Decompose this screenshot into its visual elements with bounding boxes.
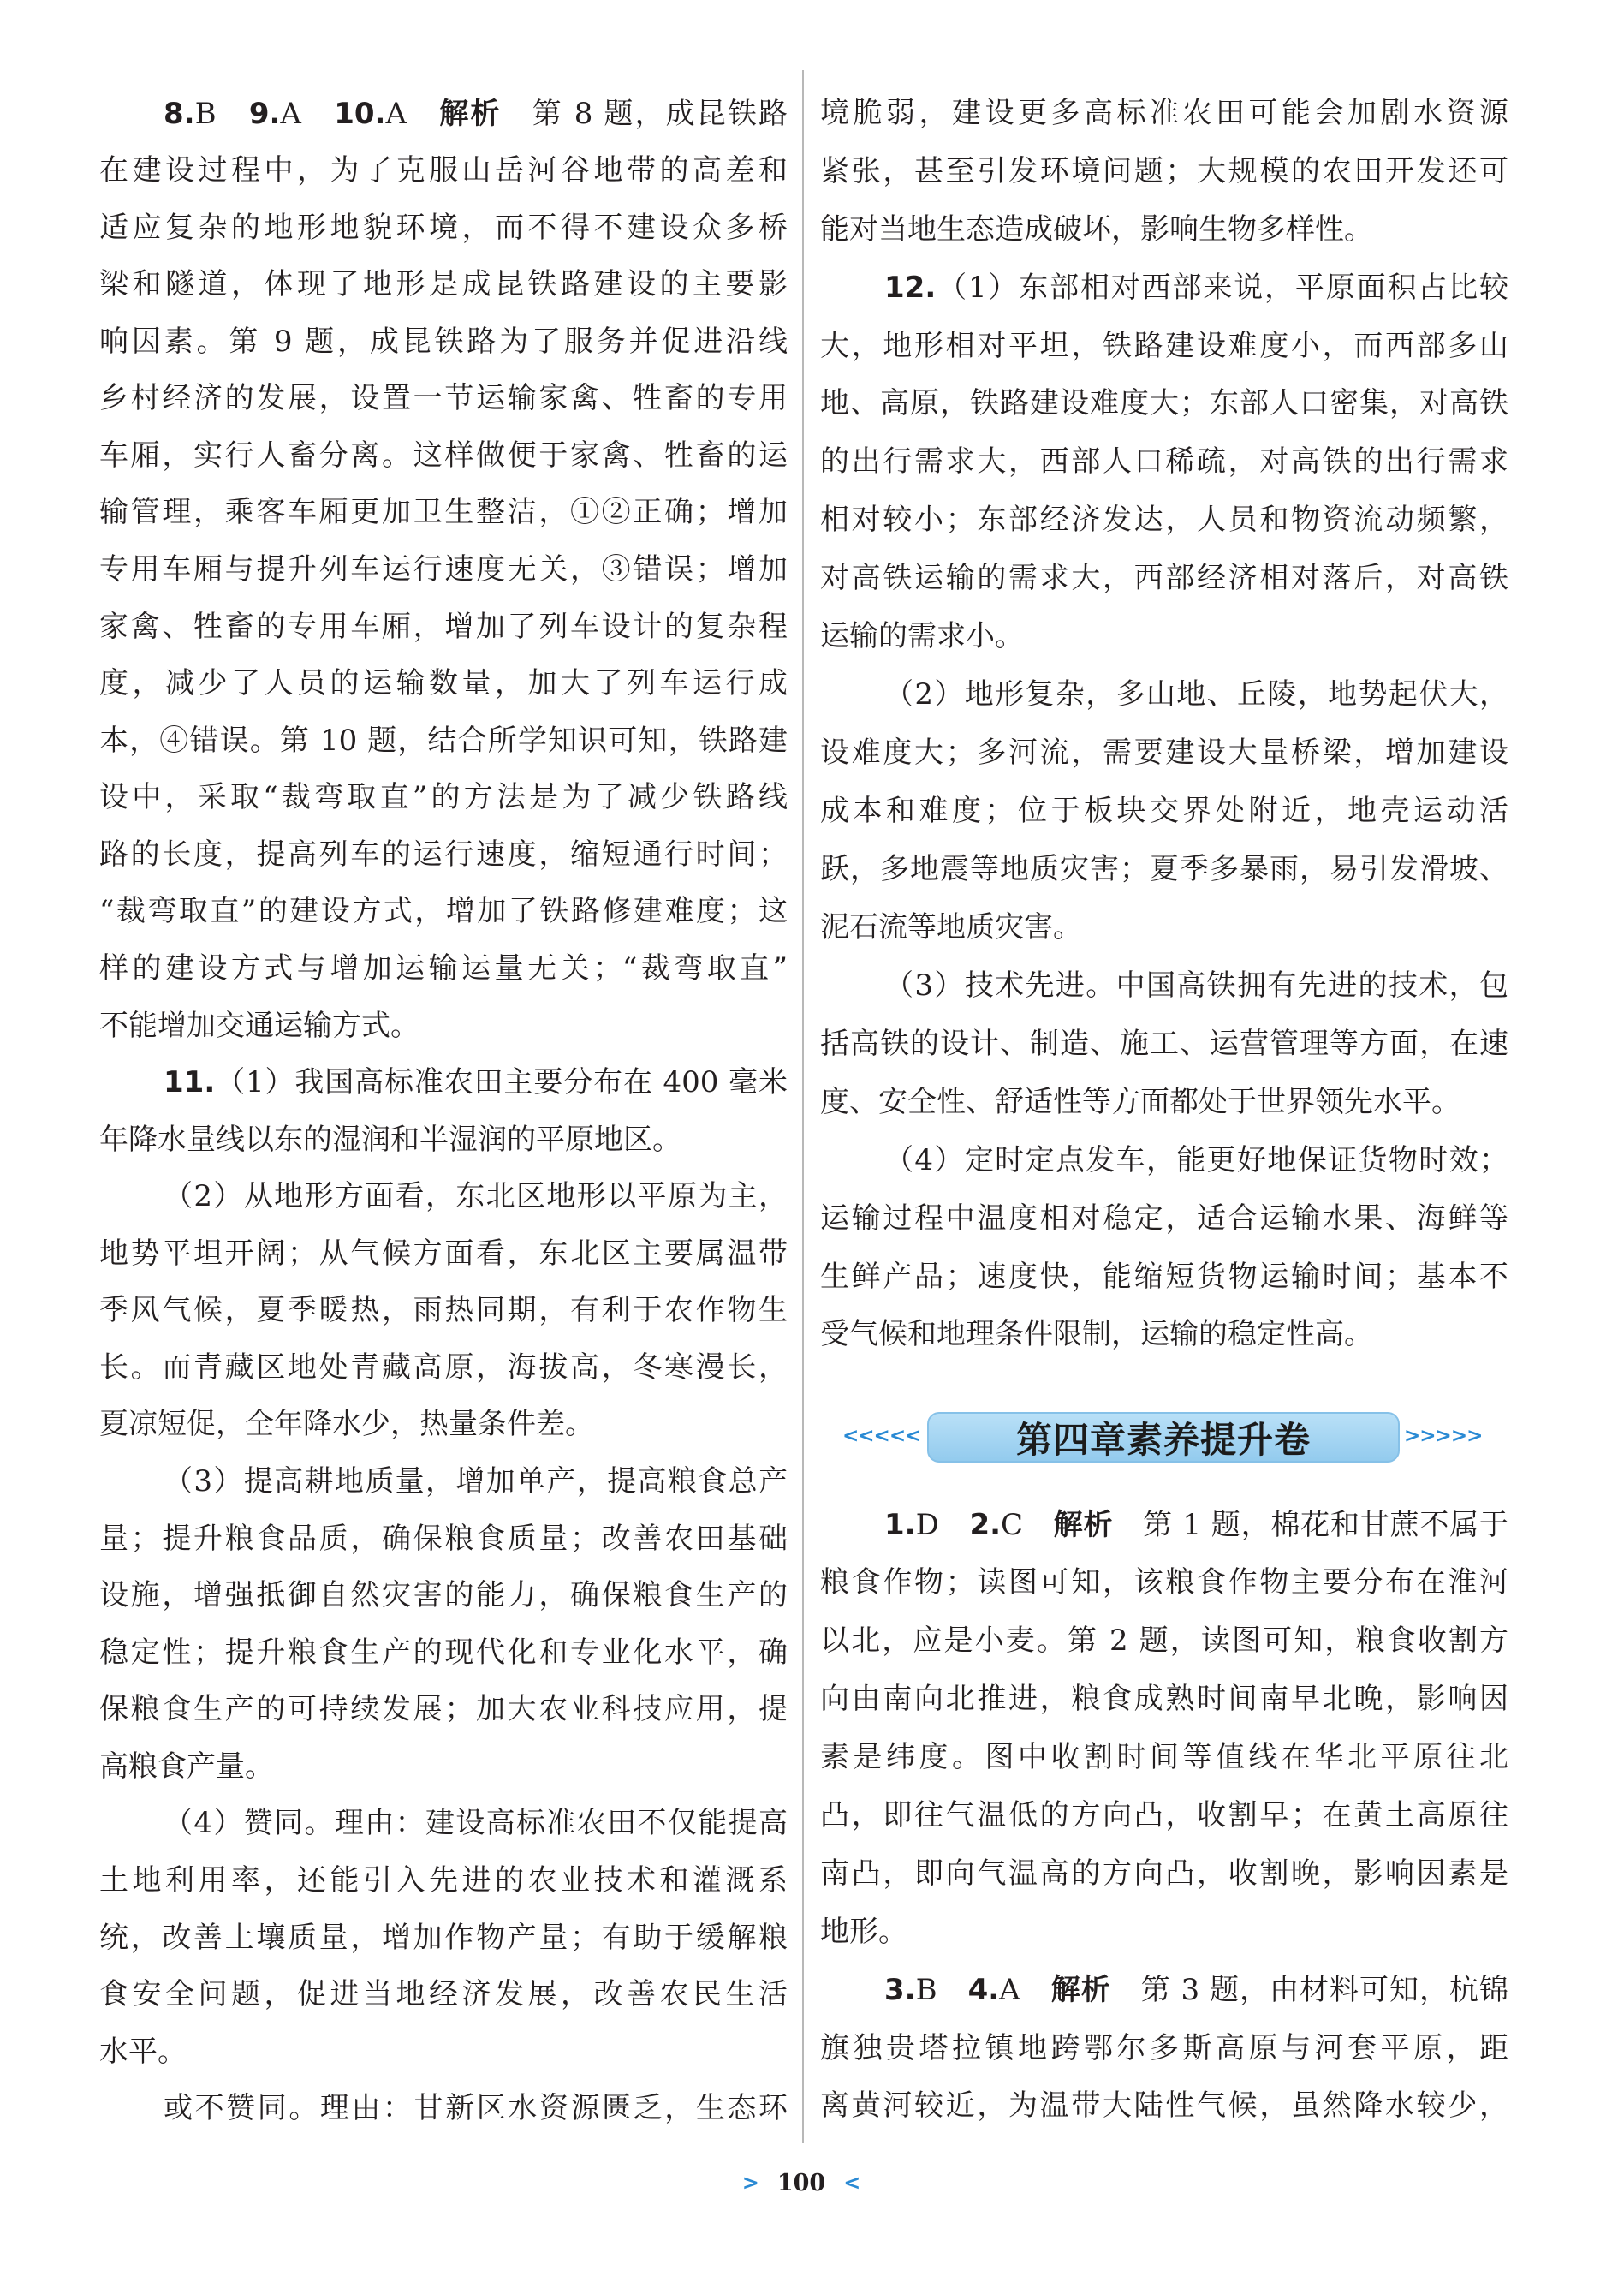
- answer-label: 9.: [248, 96, 281, 131]
- text-line: 凸，即往气温低的方向凸，收割早；在黄土高原往: [820, 1797, 1508, 1832]
- answer-label: 3.: [884, 1972, 916, 2007]
- text-line: 不能增加交通运输方式。: [99, 1008, 419, 1043]
- text-line: 向由南向北推进，粮食成熟时间南早北晚，影响因: [820, 1682, 1508, 1717]
- text-line: 泥石流等地质灾害。: [820, 909, 1082, 944]
- footer-left-arrow-icon: <: [843, 2171, 861, 2195]
- banner-left-arrows-icon: <<<<<: [842, 1425, 921, 1447]
- text-line: [820, 1497, 1508, 1555]
- text-segment: （1）东部相对西部来说，平原面积占比较: [936, 270, 1508, 305]
- text-line: 对高铁运输的需求大，西部经济相对落后，对高铁: [820, 561, 1508, 596]
- paragraph: [99, 2080, 788, 2137]
- answer-label: 解析: [439, 96, 502, 131]
- paragraph: [820, 666, 1508, 957]
- text-line: 跃，多地震等地质灾害；夏季多暴雨，易引发滑坡、: [820, 851, 1508, 886]
- text-line: 地、高原，铁路建设难度大；东部人口密集，对高铁: [820, 386, 1508, 421]
- text-line: （2）从地形方面看，东北区地形以平原为主，: [164, 1179, 788, 1214]
- text-line: （3）技术先进。中国高铁拥有先进的技术，包: [884, 968, 1508, 1003]
- text-line: 水平。: [99, 2034, 187, 2069]
- text-line: 路的长度，提高列车的运行速度，缩短通行时间；: [99, 837, 788, 872]
- text-line: （4）定时定点发车，能更好地保证货物时效；: [884, 1142, 1508, 1177]
- column-divider: [802, 70, 804, 2143]
- text-line: 的出行需求大，西部人口稀疏，对高铁的出行需求: [820, 444, 1508, 480]
- text-line: 度，减少了人员的运输数量，加大了列车运行成: [99, 666, 788, 701]
- text-line: （4）赞同。理由：建设高标准农田不仅能提高: [164, 1806, 788, 1841]
- paragraph: [820, 259, 1508, 667]
- answer-label: 11.: [164, 1065, 216, 1100]
- text-segment: A: [280, 96, 335, 131]
- text-line: 保粮食生产的可持续发展；加大农业科技应用，提: [99, 1692, 788, 1727]
- text-line: 或不赞同。理由：甘新区水资源匮乏，生态环: [164, 2091, 788, 2126]
- footer-right-arrow-icon: >: [741, 2171, 759, 2195]
- page-number: 100: [776, 2169, 826, 2196]
- text-segment: B: [915, 1972, 968, 2007]
- answer-label: 解析: [1050, 1972, 1111, 2007]
- text-segment: C: [1001, 1507, 1054, 1542]
- text-line: 运输过程中温度相对稳定，适合运输水果、海鲜等: [820, 1201, 1508, 1236]
- text-line: 输管理，乘客车厢更加卫生整洁，①②正确；增加: [99, 495, 788, 530]
- paragraph: [820, 1962, 1508, 2136]
- text-line: 旗独贵塔拉镇地跨鄂尔多斯高原与河套平原，距: [820, 2030, 1508, 2065]
- answer-label: 12.: [884, 270, 937, 305]
- text-line: 高粮食产量。: [99, 1749, 274, 1784]
- text-line: 生鲜产品；速度快，能缩短货物运输时间；基本不: [820, 1259, 1508, 1294]
- text-line: 量；提升粮食品质，确保粮食质量；改善农田基础: [99, 1521, 788, 1556]
- text-line: 相对较小；东部经济发达，人员和物资流动频繁，: [820, 503, 1508, 538]
- answer-label: 4.: [967, 1972, 1000, 2007]
- answer-label: 2.: [969, 1507, 1002, 1542]
- text-segment: 第 8 题，成昆铁路: [501, 96, 788, 131]
- left-column: [99, 86, 788, 2137]
- text-line: [99, 86, 788, 143]
- text-line: 食安全问题，促进当地经济发展，改善农民生活: [99, 1977, 788, 2012]
- paragraph: [820, 957, 1508, 1132]
- text-line: 稳定性；提升粮食生产的现代化和专业化水平，确: [99, 1635, 788, 1670]
- text-line: [820, 1962, 1508, 2020]
- text-line: 适应复杂的地形地貌环境，而不得不建设众多桥: [99, 210, 788, 245]
- text-segment: D: [915, 1507, 970, 1542]
- paragraph: [99, 86, 788, 1055]
- text-segment: 第 1 题，棉花和甘蔗不属于: [1113, 1507, 1508, 1542]
- answer-label: 8.: [164, 96, 195, 131]
- page-footer: [716, 2162, 887, 2203]
- text-line: 长。而青藏区地处青藏高原，海拔高，冬寒漫长，: [99, 1350, 788, 1385]
- paragraph: [99, 1795, 788, 2080]
- text-line: [99, 1054, 788, 1111]
- text-line: 设难度大；多河流，需要建设大量桥梁，增加建设: [820, 736, 1508, 771]
- answer-label: 解析: [1053, 1507, 1114, 1542]
- text-line: 在建设过程中，为了克服山岳河谷地带的高差和: [99, 153, 788, 188]
- text-segment: A: [385, 96, 440, 131]
- paragraph: [99, 1168, 788, 1453]
- section-banner: [927, 1412, 1400, 1463]
- text-line: 地势平坦开阔；从气候方面看，东北区主要属温带: [99, 1236, 788, 1271]
- text-line: 设施，增强抵御自然灾害的能力，确保粮食生产的: [99, 1578, 788, 1613]
- text-line: 响因素。第 9 题，成昆铁路为了服务并促进沿线: [99, 324, 788, 359]
- text-line: 运输的需求小。: [820, 619, 1024, 654]
- paragraph: [820, 85, 1508, 259]
- paragraph: [99, 1054, 788, 1168]
- text-line: 设中，采取“裁弯取直”的方法是为了减少铁路线: [99, 780, 788, 815]
- chapter-four-answers: [820, 1497, 1508, 2136]
- paragraph: [820, 1132, 1508, 1365]
- answer-label: 1.: [884, 1507, 916, 1542]
- text-line: 括高铁的设计、制造、施工、运营管理等方面，在速: [820, 1026, 1508, 1061]
- text-line: 离黄河较近，为温带大陆性气候，虽然降水较少，: [820, 2088, 1508, 2124]
- answer-label: 10.: [334, 96, 386, 131]
- text-line: 受气候和地理条件限制，运输的稳定性高。: [820, 1317, 1373, 1352]
- text-segment: B: [194, 96, 249, 131]
- text-line: 以北，应是小麦。第 2 题，读图可知，粮食收割方: [820, 1624, 1508, 1659]
- paragraph: [820, 1497, 1508, 1962]
- text-segment: （1）我国高标准农田主要分布在 400 毫米: [215, 1065, 788, 1100]
- text-line: 年降水量线以东的湿润和半湿润的平原地区。: [99, 1122, 681, 1157]
- text-line: 紧张，甚至引发环境问题；大规模的农田开发还可: [820, 153, 1508, 188]
- text-line: [820, 259, 1508, 318]
- text-line: 夏凉短促，全年降水少，热量条件差。: [99, 1407, 594, 1442]
- text-segment: A: [999, 1972, 1051, 2007]
- text-line: 素是纬度。图中收割时间等值线在华北平原往北: [820, 1740, 1508, 1775]
- section-title: 第四章素养提升卷: [1015, 1418, 1311, 1461]
- text-line: 境脆弱，建设更多高标准农田可能会加剧水资源: [820, 95, 1508, 130]
- text-line: 能对当地生态造成破坏，影响生物多样性。: [820, 212, 1373, 247]
- text-line: 土地利用率，还能引入先进的农业技术和灌溉系: [99, 1862, 788, 1898]
- text-line: 统，改善土壤质量，增加作物产量；有助于缓解粮: [99, 1920, 788, 1955]
- text-segment: 第 3 题，由材料可知，杭锦: [1110, 1972, 1508, 2007]
- text-line: 车厢，实行人畜分离。这样做便于家禽、牲畜的运: [99, 438, 788, 473]
- text-line: 地形。: [820, 1914, 907, 1949]
- text-line: （2）地形复杂，多山地、丘陵，地势起伏大，: [884, 677, 1508, 712]
- right-column: [820, 85, 1508, 1365]
- text-line: “裁弯取直”的建设方式，增加了铁路修建难度；这: [99, 894, 788, 929]
- text-line: 季风气候，夏季暖热，雨热同期，有利于农作物生: [99, 1293, 788, 1328]
- text-line: 样的建设方式与增加运输运量无关；“裁弯取直”: [99, 950, 788, 986]
- text-line: 本，④错误。第 10 题，结合所学知识可知，铁路建: [99, 723, 788, 758]
- text-line: 南凸，即向气温高的方向凸，收割晚，影响因素是: [820, 1856, 1508, 1891]
- text-line: 乡村经济的发展，设置一节运输家禽、牲畜的专用: [99, 381, 788, 416]
- paragraph: [99, 1453, 788, 1795]
- text-line: 家禽、牲畜的专用车厢，增加了列车设计的复杂程: [99, 609, 788, 644]
- text-line: 粮食作物；读图可知，该粮食作物主要分布在淮河: [820, 1565, 1508, 1600]
- text-line: 专用车厢与提升列车运行速度无关，③错误；增加: [99, 552, 788, 587]
- banner-right-arrows-icon: >>>>>: [1404, 1425, 1483, 1447]
- text-line: （3）提高耕地质量，增加单产，提高粮食总产: [164, 1464, 788, 1499]
- text-line: 梁和隧道，体现了地形是成昆铁路建设的主要影: [99, 267, 788, 302]
- text-line: 成本和难度；位于板块交界处附近，地壳运动活: [820, 794, 1508, 829]
- text-line: 度、安全性、舒适性等方面都处于世界领先水平。: [820, 1084, 1460, 1119]
- text-line: 大，地形相对平坦，铁路建设难度小，而西部多山: [820, 328, 1508, 363]
